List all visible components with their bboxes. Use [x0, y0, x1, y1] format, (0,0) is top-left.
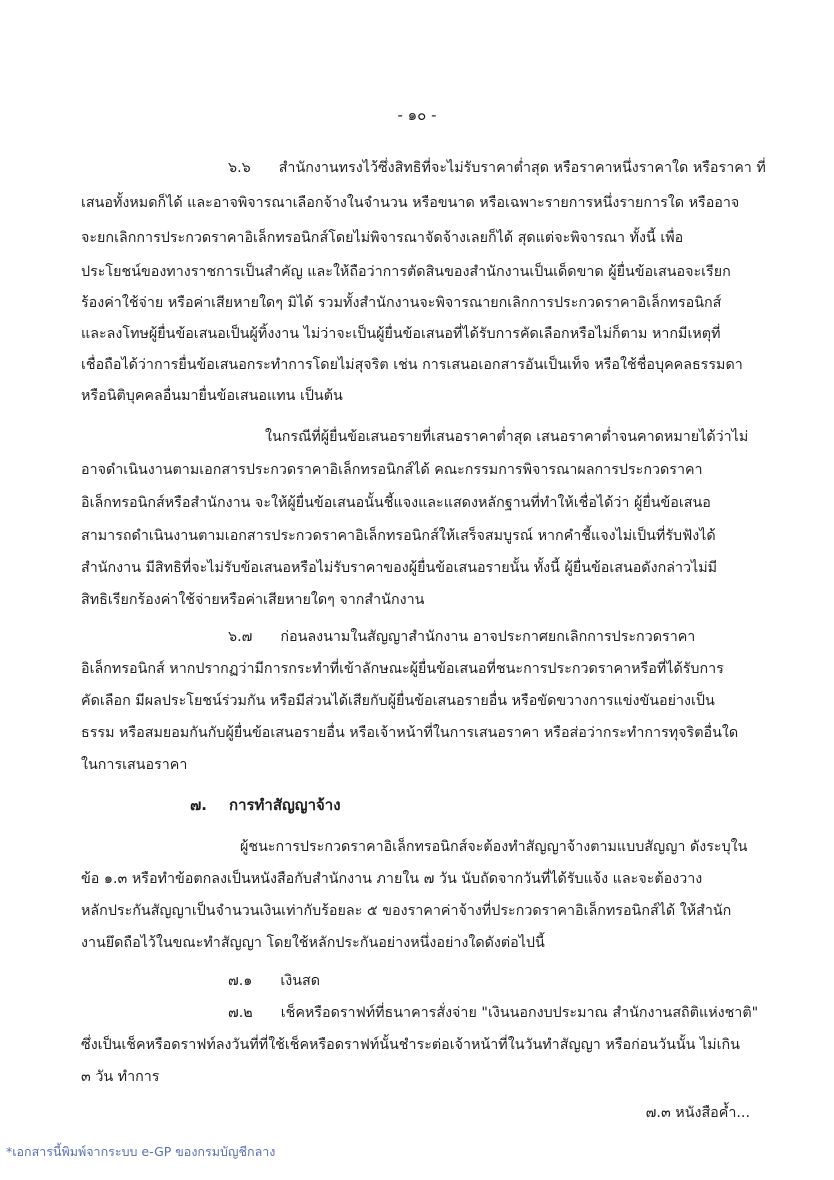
paragraph-line: ผู้ชนะการประกวดราคาอิเล็กทรอนิกส์จะต้องทำสัญญาจ้างตามแบบสัญญา ดังระบุใน	[240, 839, 748, 855]
footer-note: *เอกสารนี้พิมพ์จากระบบ e-GP ของกรมบัญชีกลาง	[6, 1144, 276, 1159]
paragraph-line: ธรรม หรือสมยอมกันกับผู้ยื่นข้อเสนอรายอื่น หรือเจ้าหน้าที่ในการเสนอราคา หรือส่อว่ากระทำการทุจริตอื่นใด	[81, 725, 739, 741]
item-7-1-number: ๗.๑	[228, 973, 253, 989]
paragraph-line: เชื่อถือได้ว่าการยื่นข้อเสนอกระทำการโดยไม่สุจริต เช่น การเสนอเอกสารอันเป็นเท็จ หรือใช้ชื่อบุคคลธรรมดา	[81, 357, 743, 373]
paragraph-line: ซึ่งเป็นเช็คหรือดราฟท์ลงวันที่ที่ใช้เช็คหรือดราฟท์นั้นชำระต่อเจ้าหน้าที่ในวันทำสัญญา หรือก่อนวันนั้น ไม่เกิน	[81, 1037, 740, 1053]
item-7-2: ๗.๒ เช็คหรือดราฟท์ที่ธนาคารสั่งจ่าย "เงินนอกงบประมาณ สำนักงานสถิติแห่งชาติ"	[228, 1005, 759, 1021]
paragraph-line: หลักประกันสัญญาเป็นจำนวนเงินเท่ากับร้อยละ ๕ ของราคาค่าจ้างที่ประกวดราคาอิเล็กทรอนิกส์ได้ ให้สำนัก	[81, 903, 732, 919]
paragraph-line: งานยึดถือไว้ในขณะทำสัญญา โดยใช้หลักประกันอย่างหนึ่งอย่างใดดังต่อไปนี้	[81, 935, 545, 951]
paragraph-line: ร้องค่าใช้จ่าย หรือค่าเสียหายใดๆ มิได้ รวมทั้งสำนักงานจะพิจารณายกเลิกการประกวดราคาอิเล็กทรอนิกส์	[81, 295, 722, 311]
item-7-2-number: ๗.๒	[228, 1005, 253, 1021]
paragraph-line: อาจดำเนินงานตามเอกสารประกวดราคาอิเล็กทรอนิกส์ได้ คณะกรรมการพิจารณาผลการประกวดราคา	[81, 462, 703, 478]
paragraph-line: คัดเลือก มีผลประโยชน์ร่วมกัน หรือมีส่วนได้เสียกับผู้ยื่นข้อเสนอรายอื่น หรือขัดขวางการแข่งขันอย่างเป็น	[81, 693, 715, 709]
paragraph-line: ในกรณีที่ผู้ยื่นข้อเสนอรายที่เสนอราคาต่ำสุด เสนอราคาต่ำจนคาดหมายได้ว่าไม่	[265, 429, 749, 445]
paragraph-line: ข้อ ๑.๓ หรือทำข้อตกลงเป็นหนังสือกับสำนักงาน ภายใน ๗ วัน นับถัดจากวันที่ได้รับแจ้ง และจะต้องวาง	[81, 871, 703, 887]
paragraph-line: หรือนิติบุคคลอื่นมายื่นข้อเสนอแทน เป็นต้น	[81, 388, 343, 404]
paragraph-line: ๓ วัน ทำการ	[81, 1069, 160, 1085]
paragraph-line: ในการเสนอราคา	[81, 757, 188, 773]
continuation-marker: ๗.๓ หนังสือค้ำ...	[645, 1105, 750, 1121]
paragraph-line: อิเล็กทรอนิกส์หรือสำนักงาน จะให้ผู้ยื่นข้อเสนอนั้นชี้แจงและแสดงหลักฐานที่ทำให้เชื่อได้ว่า ผู้ยื่นข้อเสนอ	[81, 495, 711, 511]
paragraph-line: และลงโทษผู้ยื่นข้อเสนอเป็นผู้ทิ้งงาน ไม่ว่าจะเป็นผู้ยื่นข้อเสนอที่ได้รับการคัดเลือกหรือไม่ก็ตาม หากมีเหตุที่	[81, 326, 721, 342]
paragraph-line: สิทธิเรียกร้องค่าใช้จ่ายหรือค่าเสียหายใดๆ จากสำนักงาน	[81, 592, 425, 608]
item-7-1	[228, 971, 320, 991]
paragraph-line: อิเล็กทรอนิกส์ หากปรากฏว่ามีการกระทำที่เข้าลักษณะผู้ยื่นข้อเสนอที่ชนะการประกวดราคาหรือที่ได้รับการ	[81, 661, 724, 677]
section-6-7-number: ๖.๗	[228, 629, 253, 645]
paragraph-line: เสนอทั้งหมดก็ได้ และอาจพิจารณาเลือกจ้างในจำนวน หรือขนาด หรือเฉพาะรายการหนึ่งรายการใด หรืออาจ	[81, 195, 740, 211]
section-7-number: ๗.	[190, 796, 207, 814]
paragraph-line: ประโยชน์ของทางราชการเป็นสำคัญ และให้ถือว่าการตัดสินของสำนักงานเป็นเด็ดขาด ผู้ยื่นข้อเสนอจะเรียก	[81, 264, 731, 280]
paragraph-line: สามารถดำเนินงานตามเอกสารประกวดราคาอิเล็กทรอนิกส์ให้เสร็จสมบูรณ์ หากคำชี้แจงไม่เป็นที่รับฟังได้	[81, 528, 716, 544]
section-6-6-number: ๖.๖	[228, 160, 251, 176]
item-7-1-text: เงินสด	[280, 973, 321, 989]
page-number: - ๑๐ -	[397, 106, 437, 124]
section-7-title: การทำสัญญาจ้าง	[228, 796, 341, 814]
paragraph-line: จะยกเลิกการประกวดราคาอิเล็กทรอนิกส์โดยไม่พิจารณาจัดจ้างเลยก็ได้ สุดแต่จะพิจารณา ทั้งนี้ เพื่อ	[81, 230, 684, 246]
section-7-heading	[190, 795, 341, 815]
section-6-7-line: ๖.๗ ก่อนลงนามในสัญญาสำนักงาน อาจประกาศยกเลิกการประกวดราคา	[228, 629, 696, 645]
section-6-6-line: ๖.๖ สำนักงานทรงไว้ซึ่งสิทธิที่จะไม่รับราคาต่ำสุด หรือราคาหนึ่งราคาใด หรือราคา ที่	[228, 160, 766, 176]
paragraph-line: สำนักงาน มีสิทธิที่จะไม่รับข้อเสนอหรือไม่รับราคาของผู้ยื่นข้อเสนอรายนั้น ทั้งนี้ ผู้ยื่นข้อเสนอดังกล่าวไม่มี	[81, 560, 718, 576]
